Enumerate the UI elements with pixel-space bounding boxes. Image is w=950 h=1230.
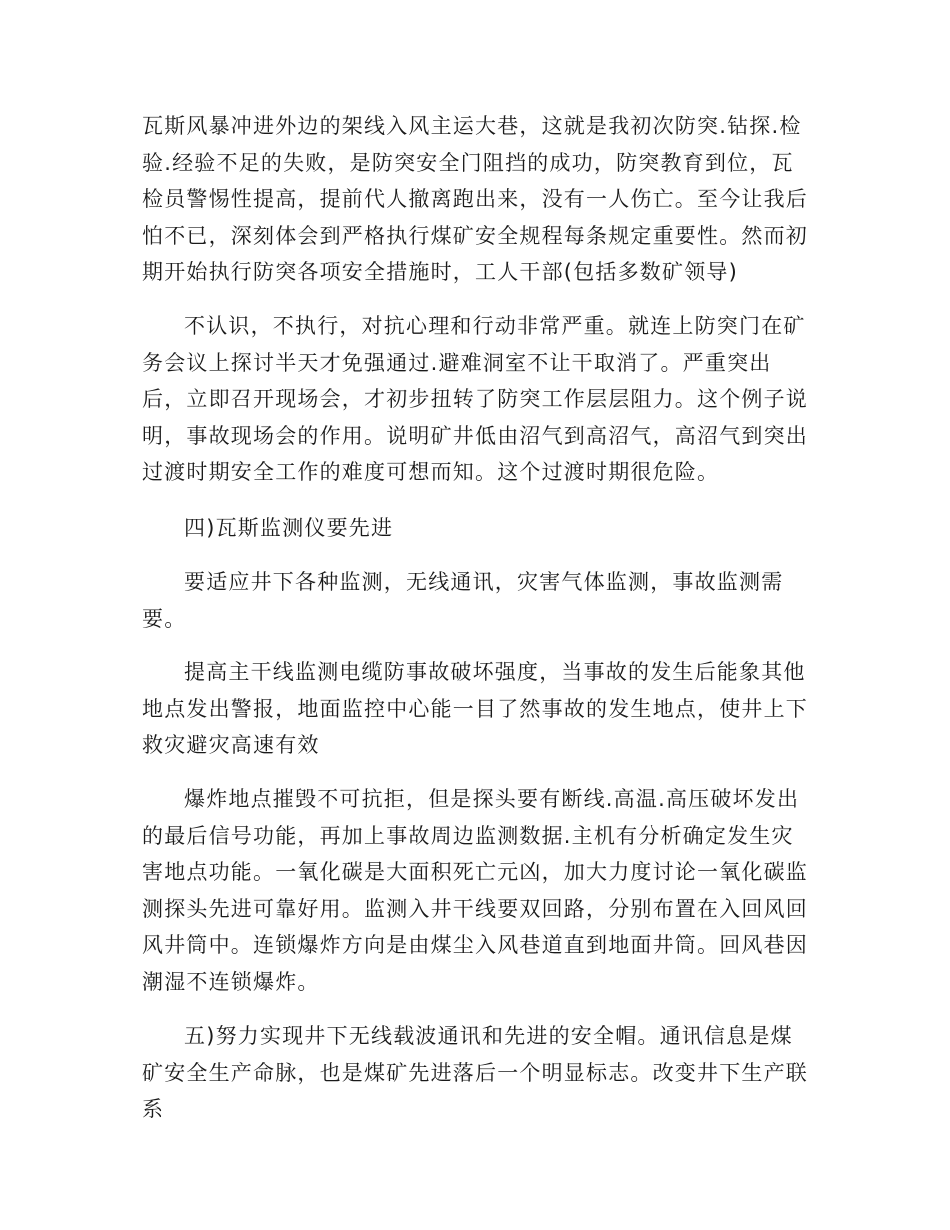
paragraph-3: 要适应井下各种监测，无线通讯，灾害气体监测，事故监测需要。 — [142, 570, 784, 631]
paragraph-6-section-5: 五)努力实现井下无线载波通讯和先进的安全帽。通讯信息是煤矿安全生产命脉，也是煤矿先进落后一个明显标志。改变井下生产联系 — [142, 1024, 808, 1121]
paragraph-1: 瓦斯风暴冲进外边的架线入风主运大巷，这就是我初次防突.钻探.检验.经验不足的失败，是防突安全门阻挡的成功，防突教育到位，瓦检员警惕性提高，提前代人撤离跑出来，没有一人伤亡。至今让我后怕不已，深刻体会到严格执行煤矿安全规程每条规定重要性。然而初期开始执行防突各项安全措施时，工人干部(包括多数矿领导) — [142, 114, 808, 284]
paragraph-4: 提高主干线监测电缆防事故破坏强度，当事故的发生后能象其他地点发出警报，地面监控中心能一目了然事故的发生地点，使井上下救灾避灾高速有效 — [142, 660, 808, 757]
section-heading-4: 四)瓦斯监测仪要先进 — [184, 516, 394, 540]
paragraph-5: 爆炸地点摧毁不可抗拒，但是探头要有断线.高温.高压破坏发出的最后信号功能，再加上事故周边监测数据.主机有分析确定发生灾害地点功能。一氧化碳是大面积死亡元凶，加大力度讨论一氧化碳监测探头先进可靠好用。监测入井干线要双回路，分别布置在入回风回风井筒中。连锁爆炸方向是由煤尘入风巷道直到地面井筒。回风巷因潮湿不连锁爆炸。 — [142, 787, 808, 994]
paragraph-2: 不认识，不执行，对抗心理和行动非常严重。就连上防突门在矿务会议上探讨半天才免强通过.避难洞室不让干取消了。严重突出后，立即召开现场会，才初步扭转了防突工作层层阻力。这个例子说明，事故现场会的作用。说明矿井低由沼气到高沼气，高沼气到突出过渡时期安全工作的难度可想而知。这个过渡时期很危险。 — [142, 314, 808, 484]
